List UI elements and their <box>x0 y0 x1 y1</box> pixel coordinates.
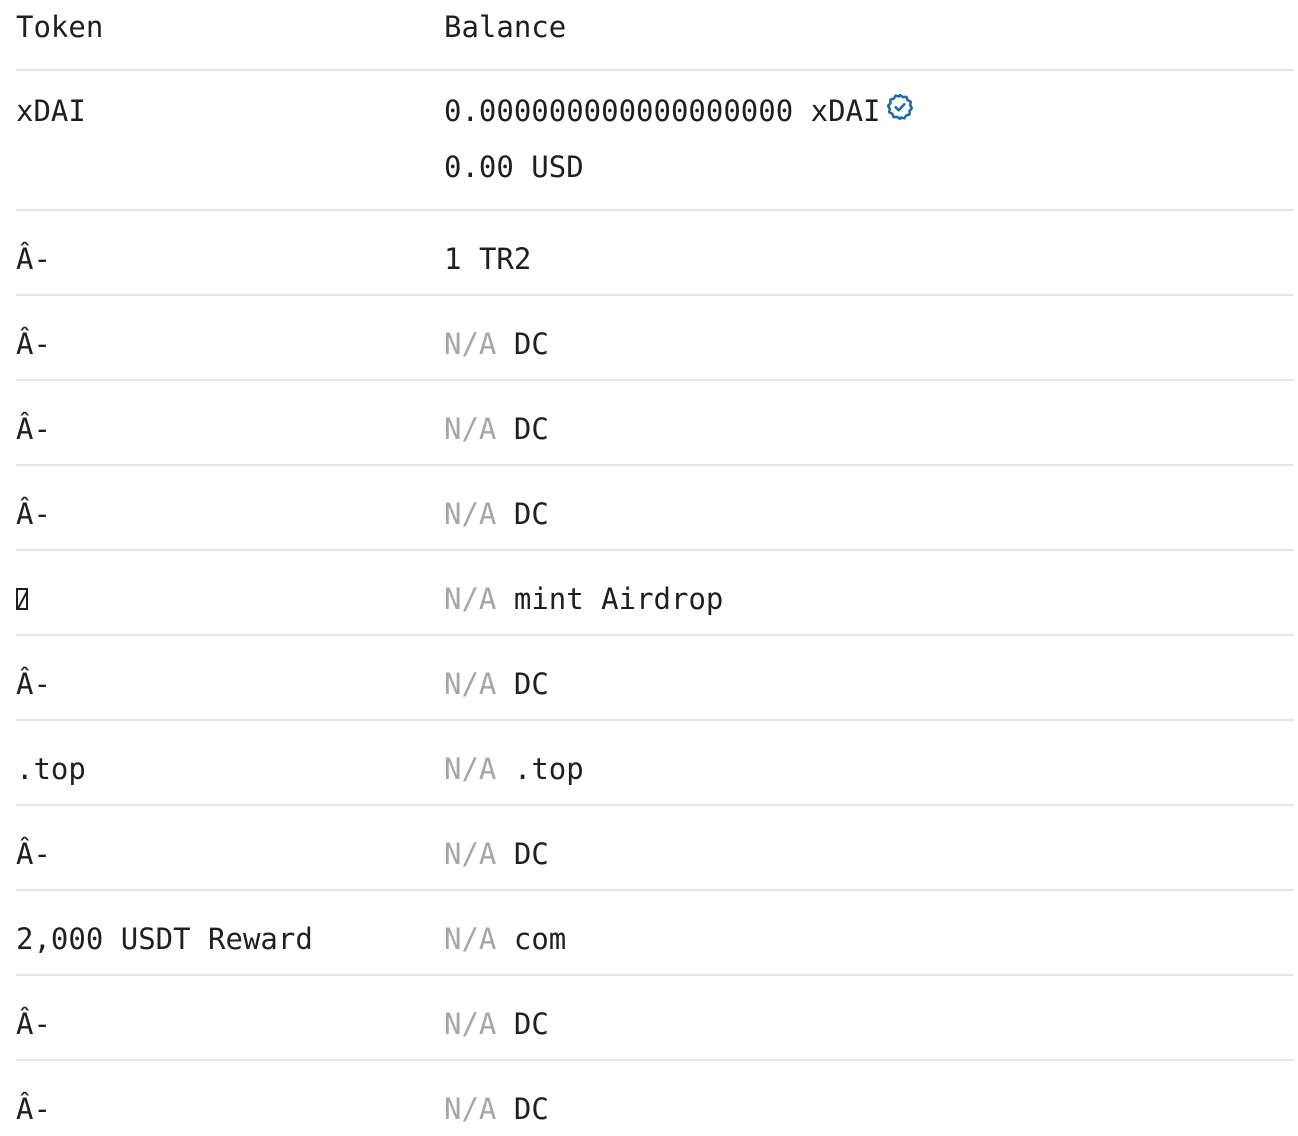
token-symbol: DC <box>513 1092 549 1126</box>
balance-cell <box>444 94 1294 184</box>
balance-cell <box>444 815 1294 871</box>
token-symbol: DC <box>513 1007 549 1041</box>
balance-cell <box>444 645 1294 701</box>
table-row <box>16 211 1294 296</box>
token-symbol: TR2 <box>478 242 532 276</box>
balance-amount: N/A <box>444 1007 497 1041</box>
native-balance: 0.000000000000000000 xDAI <box>444 94 881 128</box>
table-row <box>16 976 1294 1061</box>
table-header <box>16 0 1294 71</box>
token-name[interactable]: Â- <box>16 327 51 361</box>
table-row <box>16 551 1294 636</box>
table-row <box>16 636 1294 721</box>
table-row <box>16 466 1294 551</box>
table-row <box>16 381 1294 466</box>
verified-badge-icon <box>885 92 915 129</box>
balance-amount: N/A <box>444 922 497 956</box>
token-name[interactable] <box>16 560 444 616</box>
token-name[interactable]: 2,000 USDT Reward <box>16 922 313 956</box>
token-symbol: DC <box>513 837 549 871</box>
token-symbol: mint Airdrop <box>513 582 724 616</box>
token-name[interactable]: .top <box>16 752 86 786</box>
balance-amount: 1 <box>444 242 462 276</box>
balance-cell <box>444 1070 1294 1126</box>
balance-cell <box>444 305 1294 361</box>
token-symbol: .top <box>513 752 584 786</box>
token-name[interactable]: Â- <box>16 242 51 276</box>
balance-amount: N/A <box>444 497 497 531</box>
table-row <box>16 891 1294 976</box>
balance-cell <box>444 560 1294 616</box>
token-symbol: DC <box>513 412 549 446</box>
balance-cell <box>444 475 1294 531</box>
token-name: xDAI <box>16 94 86 128</box>
token-name[interactable]: Â- <box>16 497 51 531</box>
token-name[interactable]: Â- <box>16 1007 51 1041</box>
balance-cell <box>444 730 1294 786</box>
balance-amount: N/A <box>444 837 497 871</box>
token-symbol: com <box>513 922 567 956</box>
token-name[interactable]: Â- <box>16 412 51 446</box>
token-name[interactable]: Â- <box>16 1092 51 1126</box>
table-row <box>16 721 1294 806</box>
balance-cell <box>444 390 1294 446</box>
header-token: Token <box>16 10 104 44</box>
balance-amount: N/A <box>444 1092 497 1126</box>
balance-cell <box>444 220 1294 276</box>
token-symbol: DC <box>513 497 549 531</box>
balance-amount: N/A <box>444 752 497 786</box>
native-usd-value: 0.00 USD <box>444 149 584 184</box>
balance-cell <box>444 985 1294 1041</box>
balance-amount: N/A <box>444 327 497 361</box>
balance-amount: N/A <box>444 667 497 701</box>
table-row <box>16 296 1294 381</box>
token-name[interactable]: Â- <box>16 837 51 871</box>
table-row <box>16 1061 1294 1136</box>
token-balance-table <box>16 0 1294 1136</box>
table-row-native <box>16 71 1294 211</box>
balance-amount: N/A <box>444 582 497 616</box>
balance-cell <box>444 900 1294 956</box>
header-balance: Balance <box>444 10 567 44</box>
token-symbol: DC <box>513 667 549 701</box>
balance-amount: N/A <box>444 412 497 446</box>
token-name[interactable]: Â- <box>16 667 51 701</box>
table-row <box>16 806 1294 891</box>
token-symbol: DC <box>513 327 549 361</box>
missing-glyph-icon <box>16 588 28 610</box>
